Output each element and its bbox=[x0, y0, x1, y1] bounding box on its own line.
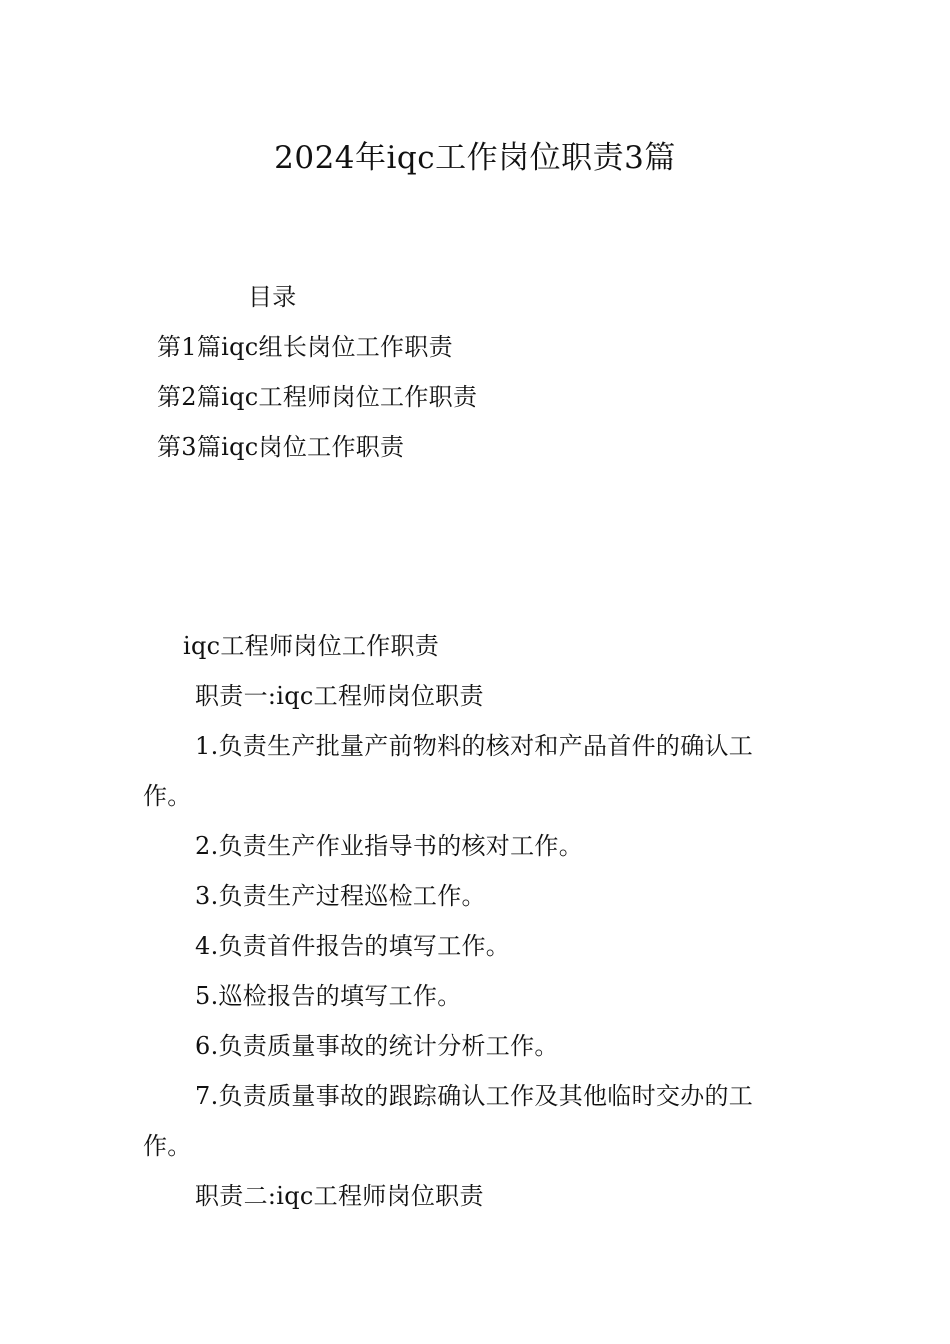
duty-item-3: 3.负责生产过程巡检工作。 bbox=[195, 882, 486, 910]
duty-item-7-line-2: 作。 bbox=[143, 1132, 192, 1160]
duty-item-5: 5.巡检报告的填写工作。 bbox=[195, 982, 462, 1010]
toc-item-3[interactable]: 第3篇iqc岗位工作职责 bbox=[157, 433, 405, 461]
duty-item-7-line-1: 7.负责质量事故的跟踪确认工作及其他临时交办的工 bbox=[195, 1082, 754, 1110]
duty-item-2: 2.负责生产作业指导书的核对工作。 bbox=[195, 832, 583, 860]
toc-heading: 目录 bbox=[248, 283, 297, 311]
document-title: 2024年iqc工作岗位职责3篇 bbox=[274, 140, 676, 176]
section-title: iqc工程师岗位工作职责 bbox=[183, 632, 440, 660]
duty-one-heading: 职责一:iqc工程师岗位职责 bbox=[195, 682, 484, 710]
toc-item-1[interactable]: 第1篇iqc组长岗位工作职责 bbox=[157, 333, 453, 361]
duty-item-4: 4.负责首件报告的填写工作。 bbox=[195, 932, 511, 960]
toc-item-2[interactable]: 第2篇iqc工程师岗位工作职责 bbox=[157, 383, 478, 411]
duty-two-heading: 职责二:iqc工程师岗位职责 bbox=[195, 1182, 484, 1210]
duty-item-6: 6.负责质量事故的统计分析工作。 bbox=[195, 1032, 559, 1060]
duty-item-1-line-2: 作。 bbox=[143, 782, 192, 810]
duty-item-1-line-1: 1.负责生产批量产前物料的核对和产品首件的确认工 bbox=[195, 732, 754, 760]
